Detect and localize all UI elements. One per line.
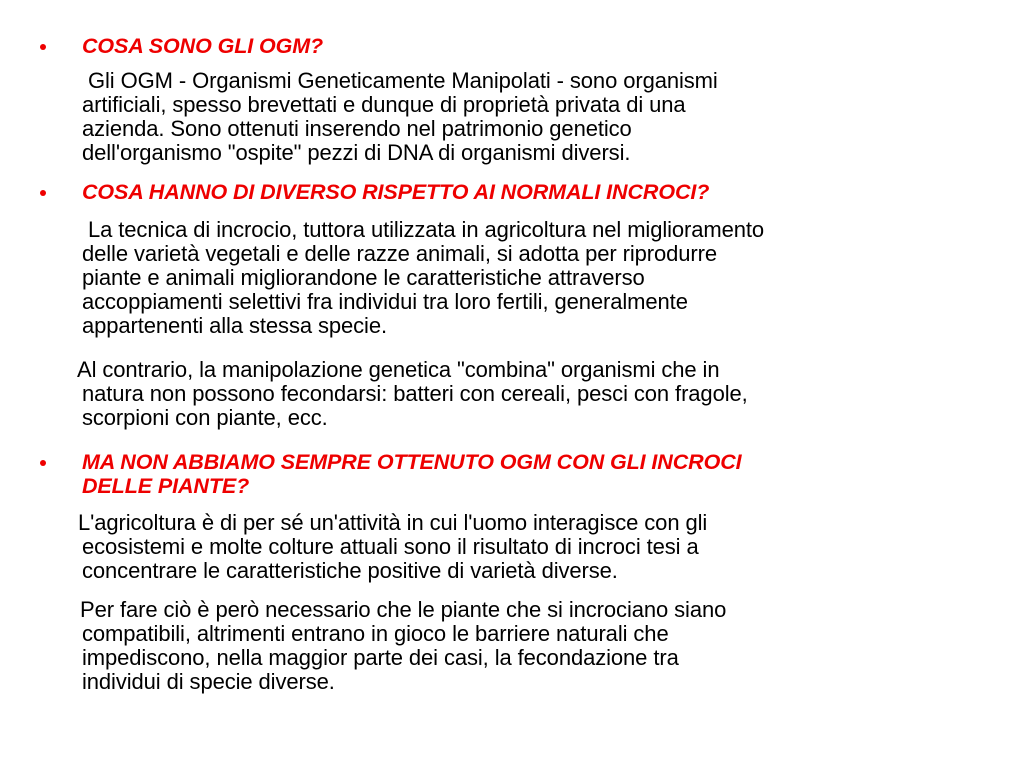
paragraph-line: Per fare ciò è però necessario che le piante che si incrociano siano	[80, 597, 727, 622]
paragraph-line: artificiali, spesso brevettati e dunque di proprietà privata di una	[82, 92, 686, 117]
paragraph-line: Al contrario, la manipolazione genetica "combina" organismi che in	[77, 357, 720, 382]
section-heading: COSA SONO GLI OGM?	[82, 34, 324, 58]
paragraph-line: dell'organismo "ospite" pezzi di DNA di organismi diversi.	[82, 140, 631, 165]
paragraph-line: individui di specie diverse.	[82, 669, 335, 694]
paragraph-line: piante e animali migliorandone le caratteristiche attraverso	[82, 265, 645, 290]
paragraph-line: impediscono, nella maggior parte dei casi, la fecondazione tra	[82, 645, 679, 670]
section-heading: DELLE PIANTE?	[82, 474, 250, 498]
paragraph-line: azienda. Sono ottenuti inserendo nel patrimonio genetico	[82, 116, 632, 141]
section-heading: COSA HANNO DI DIVERSO RISPETTO AI NORMALI INCROCI?	[82, 180, 710, 204]
paragraph-line: delle varietà vegetali e delle razze animali, si adotta per riprodurre	[82, 241, 718, 266]
paragraph-line: scorpioni con piante, ecc.	[82, 405, 328, 430]
paragraph-line: L'agricoltura è di per sé un'attività in cui l'uomo interagisce con gli	[78, 510, 708, 535]
paragraph-line: La tecnica di incrocio, tuttora utilizzata in agricoltura nel miglioramento	[88, 217, 765, 242]
paragraph-line: appartenenti alla stessa specie.	[82, 313, 387, 338]
section-heading: MA NON ABBIAMO SEMPRE OTTENUTO OGM CON GLI INCROCI	[82, 450, 742, 474]
paragraph-line: Gli OGM - Organismi Geneticamente Manipolati - sono organismi	[88, 68, 718, 93]
paragraph-line: compatibili, altrimenti entrano in gioco le barriere naturali che	[82, 621, 669, 646]
paragraph-line: natura non possono fecondarsi: batteri con cereali, pesci con fragole,	[82, 381, 748, 406]
paragraph-line: concentrare le caratteristiche positive di varietà diverse.	[82, 558, 618, 583]
paragraph-line: ecosistemi e molte colture attuali sono il risultato di incroci tesi a	[82, 534, 699, 559]
paragraph-line: accoppiamenti selettivi fra individui tra loro fertili, generalmente	[82, 289, 688, 314]
